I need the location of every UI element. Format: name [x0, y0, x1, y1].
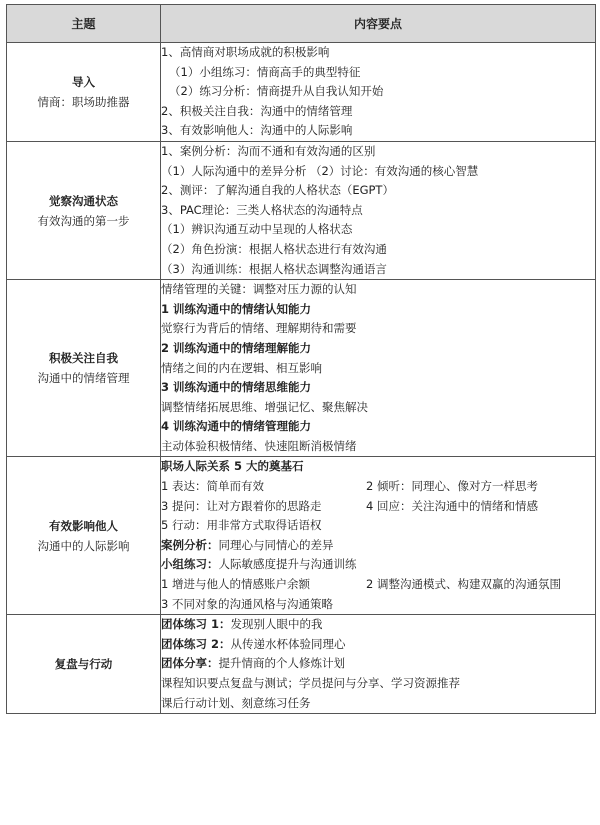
- topic-cell: [7, 615, 161, 714]
- topic-subtitle: 沟通中的情绪管理: [37, 371, 130, 386]
- topic-title: 复盘与行动: [54, 657, 113, 672]
- content-line: 主动体验积极情绪、快速阻断消极情绪: [161, 438, 357, 453]
- content-line: [161, 635, 595, 655]
- course-outline-table: [6, 4, 596, 714]
- topic-title: 积极关注自我: [49, 351, 118, 366]
- content-line: 3、有效影响他人：沟通中的人际影响: [161, 123, 353, 138]
- table-row: [7, 43, 596, 142]
- content-heading: 4 训练沟通中的情绪管理能力: [161, 419, 312, 434]
- content-line: 1、高情商对职场成就的积极影响: [161, 45, 330, 59]
- pair-left: 3 提问：让对方跟着你的思路走: [161, 498, 322, 513]
- table-row: [7, 615, 596, 714]
- case-text: 同理心与同情心的差异: [218, 537, 334, 552]
- content-line: [161, 615, 595, 635]
- header-topic: 主题: [7, 5, 161, 43]
- content-line: 课程知识要点复盘与测试；学员提问与分享、学习资源推荐: [161, 676, 460, 690]
- content-cell: [161, 43, 596, 142]
- item-label: 团体练习 2：: [161, 636, 231, 651]
- pair-right: 2 倾听：同理心、像对方一样思考: [366, 479, 538, 494]
- content-line: 3 不同对象的沟通风格与沟通策略: [161, 596, 333, 611]
- case-label: 案例分析：: [161, 537, 219, 552]
- content-line: [161, 654, 595, 674]
- topic-cell: [7, 141, 161, 279]
- content-line: （1）辨识沟通互动中呈现的人格状态: [161, 222, 353, 237]
- content-line: [161, 555, 595, 575]
- content-cell: [161, 280, 596, 457]
- content-line: 课后行动计划、刻意练习任务: [161, 695, 311, 710]
- table-row: [7, 457, 596, 615]
- topic-title: 有效影响他人: [49, 518, 118, 533]
- content-line: 2、积极关注自我：沟通中的情绪管理: [161, 103, 353, 118]
- content-line-pair: [161, 497, 595, 517]
- pair-left: 1 表达：简单而有效: [161, 479, 264, 494]
- topic-title: 导入: [72, 74, 95, 89]
- content-line-pair: [161, 575, 595, 595]
- pair-left: 1 增进与他人的情感账户余额: [161, 577, 310, 592]
- topic-cell: [7, 457, 161, 615]
- table-row: [7, 141, 596, 279]
- content-heading: 1 训练沟通中的情绪认知能力: [161, 301, 312, 316]
- practice-text: 人际敏感度提升与沟通训练: [218, 557, 357, 572]
- content-heading: 职场人际关系 5 大的奠基石: [161, 459, 304, 474]
- content-line: 1、案例分析：沟而不通和有效沟通的区别: [161, 143, 376, 158]
- content-line: 情绪管理的关键：调整对压力源的认知: [161, 282, 357, 297]
- topic-cell: [7, 43, 161, 142]
- content-line: 调整情绪拓展思维、增强记忆、聚焦解决: [161, 399, 368, 414]
- content-line: （3）沟通训练：根据人格状态调整沟通语言: [161, 261, 387, 276]
- item-label: 团体分享：: [161, 656, 219, 671]
- content-cell: [161, 615, 596, 714]
- table-row: [7, 280, 596, 457]
- topic-subtitle: 情商：职场助推器: [37, 94, 130, 109]
- content-heading: 3 训练沟通中的情绪思维能力: [161, 380, 312, 395]
- header-content: 内容要点: [161, 5, 596, 43]
- topic-cell: [7, 280, 161, 457]
- content-line: （1）人际沟通中的差异分析 （2）讨论：有效沟通的核心智慧: [161, 163, 479, 178]
- item-label: 团体练习 1：: [161, 617, 231, 632]
- content-cell: [161, 141, 596, 279]
- topic-title: 觉察沟通状态: [49, 193, 118, 208]
- content-line-pair: [161, 477, 595, 497]
- content-line: 2、测评：了解沟通自我的人格状态（EGPT）: [161, 183, 394, 198]
- content-line: 5 行动：用非常方式取得话语权: [161, 518, 322, 533]
- practice-label: 小组练习：: [161, 557, 219, 572]
- content-line: 觉察行为背后的情绪、理解期待和需要: [161, 321, 357, 336]
- item-text: 提升情商的个人修炼计划: [218, 656, 345, 671]
- content-line: 3、PAC理论：三类人格状态的沟通特点: [161, 202, 363, 217]
- header-row: [7, 5, 596, 43]
- content-line: （2）练习分析：情商提升从自我认知开始: [169, 84, 384, 99]
- content-heading: 2 训练沟通中的情绪理解能力: [161, 340, 312, 355]
- topic-subtitle: 有效沟通的第一步: [37, 213, 130, 228]
- pair-right: 4 回应：关注沟通中的情绪和情感: [366, 498, 538, 513]
- item-text: 发现别人眼中的我: [230, 617, 323, 632]
- content-line: [161, 536, 595, 556]
- content-cell: [161, 457, 596, 615]
- content-line: （1）小组练习：情商高手的典型特征: [169, 64, 361, 79]
- content-line: 情绪之间的内在逻辑、相互影响: [161, 360, 322, 375]
- content-line: （2）角色扮演：根据人格状态进行有效沟通: [161, 241, 387, 256]
- item-text: 从传递水杯体验同理心: [230, 636, 346, 651]
- pair-right: 2 调整沟通模式、构建双赢的沟通氛围: [366, 577, 561, 592]
- topic-subtitle: 沟通中的人际影响: [37, 538, 130, 553]
